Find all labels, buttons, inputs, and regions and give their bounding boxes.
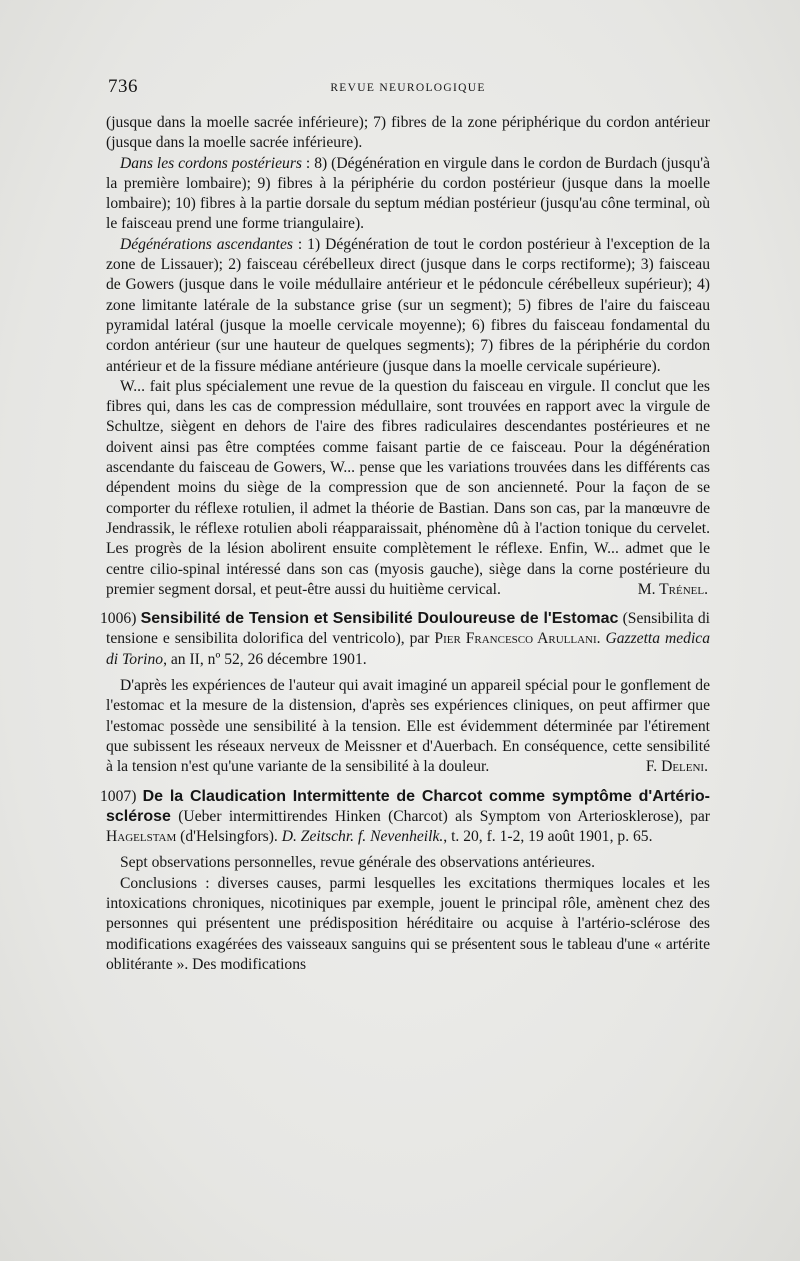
article-1007-conclusions: Conclusions : diverses causes, parmi lesquelles les excitations thermiques locales et les intoxications chroniques, nicotiniques par exemple, jouent le principal rôle, amènent chez des personnes qui présentent une prédisposition héréditaire ou acquise à l'artério-sclérose des modifications exagérées des vaisseaux sanguins qui se présentent sous le tableau d'une « artérite oblitérante ». Des modifications (106, 874, 710, 973)
article-1006-number: 1006) (100, 610, 137, 628)
ascending-degenerations-text: : 1) Dégénération de tout le cordon postérieur à l'exception de la zone de Lissauer); 2) faisceau cérébelleux direct (jusque dans le corps rectiforme); 3) faisceau de Gowers (jusque dans le voile médullaire antérieur et le pédoncule cérébelleux supérieur); 4) zone limitante latérale de la substance grise (sur un segment); 5) fibres de l'aire du faisceau pyramidal latéral (jusque la moelle cervicale moyenne); 6) fibres du faisceau fondamental du cordon antérieur (sur une hauteur de quelques segments); 7) fibres de la périphérie du cordon antérieur et de la fissure médiane antérieure (jusque dans la moelle cervicale supérieure). (106, 235, 710, 375)
page-body (100, 113, 711, 975)
running-title: REVUE NEUROLOGIQUE (330, 82, 486, 94)
ascending-degenerations-paragraph (106, 235, 710, 377)
ascending-degenerations-label: Dégénérations ascendantes (120, 235, 293, 253)
article-1007-number: 1007) (100, 787, 137, 805)
article-1006-heading: 1006) Sensibilité de Tension et Sensibilité Douloureuse de l'Estomac (Sensibilita di tensione e sensibilita dolorifica del ventricolo), par Pier Francesco Arullani. Gazzetta medica di Torino, an II, nº 52, 26 décembre 1901. (100, 610, 710, 668)
article-1007-observations: Sept observations personnelles, revue générale des observations antérieures. (120, 854, 596, 872)
continuation-paragraph: (jusque dans la moelle sacrée inférieure); 7) fibres de la zone périphérique du cordon antérieur (jusque dans la moelle sacrée inférieure). (106, 114, 710, 152)
article-1006-body: D'après les expériences de l'auteur qui avait imaginé un appareil spécial pour le gonflement de l'estomac et la mesure de la distension, d'après ses expériences cliniques, on peut affirmer que l'estomac possède une sensibilité à la tension. Elle est évidemment déterminée par l'étirement que subissent les réseaux nerveux de Meissner et d'Auerbach. En conséquence, cette sensibilité à la tension n'est qu'une variante de la sensibilité à la douleur. F. Deleni. (106, 676, 710, 777)
article-1007-journal: D. Zeitschr. f. Nevenheilk. (281, 828, 444, 846)
article-1007-title: De la Claudication Intermittente de Charcot comme symptôme d'Artério-sclérose (106, 787, 711, 825)
discussion-paragraph: W... fait plus spécialement une revue de la question du faisceau en virgule. Il conclut que les fibres qui, dans les cas de compression médullaire, sont trouvées en rapport avec la virgule de Schultze, siègent en dehors de l'aire des fibres radiculaires descendantes postérieures et ne doivent ainsi pas être comptées comme faisant partie de ce faisceau. Pour la dégénération ascendante du faisceau de Gowers, W... pense que les variations trouvées dans les différents cas dépendent moins du siège de la compression que de son ancienneté. Pour la façon de se comporter du réflexe rotulien, il admet la théorie de Bastian. Dans son cas, par la manœuvre de Jendrassik, le réflexe rotulien aboli réapparaissait, phénomène dû à l'action tonique du cervelet. Les progrès de la lésion abolirent ensuite complètement le réflexe. Enfin, W... admet que le centre cilio-spinal intéressé dans son cas (myosis gauche), siège dans la corne postérieure du premier segment dorsal, et peut-être aussi du huitième cervical. M. Trénel. (106, 377, 710, 600)
page-header (108, 76, 708, 100)
signature-deleni: F. Deleni. (645, 758, 708, 776)
article-1007-heading: 1007) De la Claudication Intermittente de Charcot comme symptôme d'Artério-sclérose (Ueber intermittirendes Hinken (Charcot) als Symptom von Arteriosklerose), par Hagelstam (d'Helsingfors). D. Zeitschr. f. Nevenheilk., t. 20, f. 1-2, 19 août 1901, p. 65. (100, 787, 711, 846)
posterior-cords-paragraph (106, 154, 710, 235)
article-1006-title: Sensibilité de Tension et Sensibilité Douloureuse de l'Estomac (140, 610, 619, 628)
article-1006-author: Pier Francesco Arullani (434, 630, 597, 648)
article-1007-author: Hagelstam (106, 828, 177, 846)
posterior-cords-text: : 8) (Dégénération en virgule dans le cordon de Burdach (jusqu'à la première lombaire); 9) fibres à la périphérie du cordon postérieur (jusque dans la moelle lombaire); 10) fibres à la partie dorsale du septum médian postérieur (jusqu'au cône terminal, où le faisceau prend une forme triangulaire). (106, 154, 711, 233)
signature-trenel: M. Trénel. (637, 580, 708, 598)
article-1006-journal: Gazzetta medica di Torino (106, 630, 710, 668)
page-number: 736 (108, 76, 138, 97)
posterior-cords-label: Dans les cordons postérieurs (120, 154, 302, 172)
